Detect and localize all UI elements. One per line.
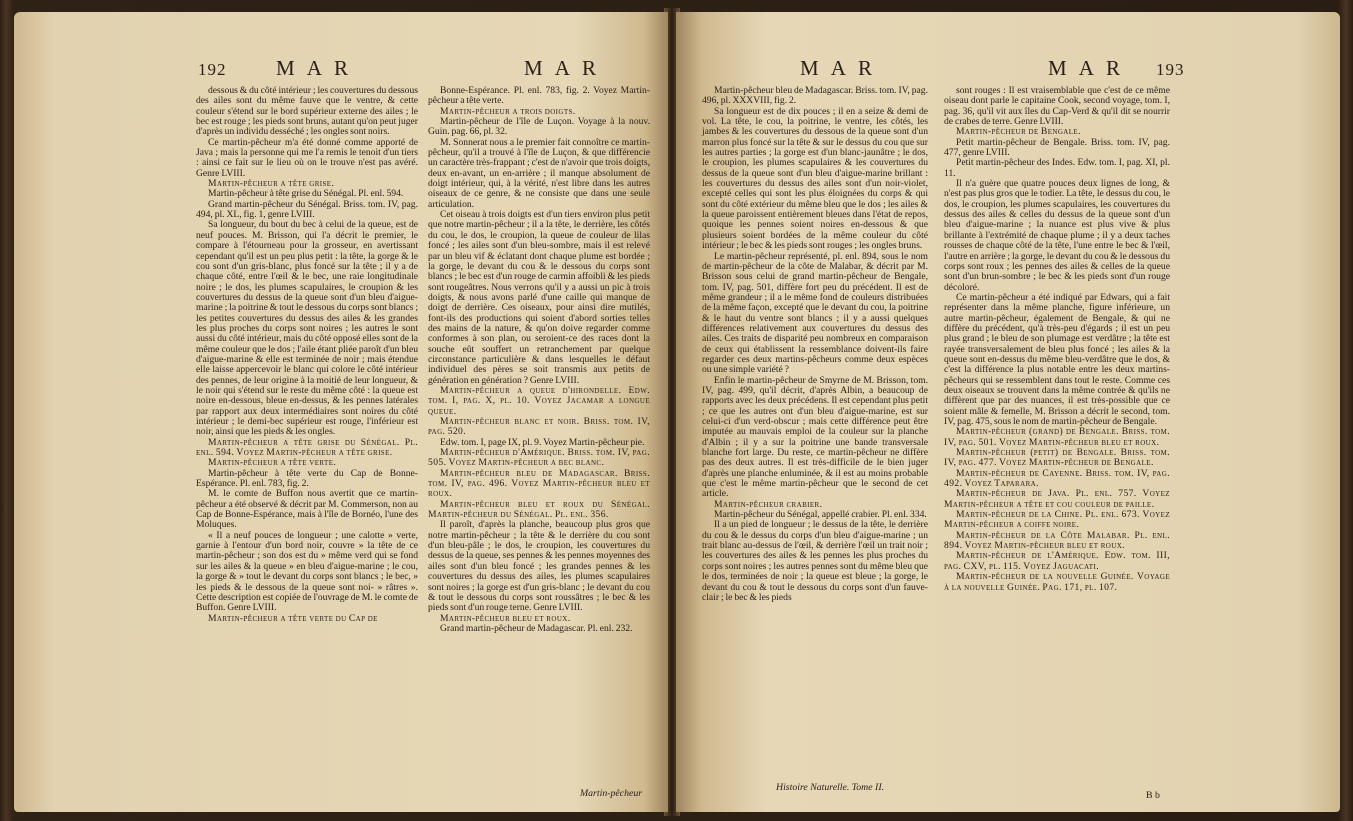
paragraph: Martin-pêcheur bleu et roux du Sénégal. Martin-pêcheur du Sénégal. Pl. enl. 356. — [428, 498, 650, 521]
paragraph: Martin-pêcheur à tête grise du Sénégal. Pl. enl. 594. — [208, 188, 404, 200]
left-header-word: M A R — [276, 56, 353, 80]
paragraph: Cet oiseau à trois doigts est d'un tiers environ plus petit que notre martin-pêcheur ; il a la tête, le derrière, les côtés du cou, le dos, le croupion, la queue de couleur de lilas foncé ; les ailes sont d'un bleu-sombre, mais il est relevé par un bleu vif & éclatant dont chaque plume est bordée ; la gorge, le devant du cou & le dessous du corps sont blancs ; le bec est d'un rouge de carmin affoibli & les pieds sont rougeâtres. Nous verrons qu'il y a aussi un pic à trois doigts, & nous avons parlé d'une caille qui manque de doigt de derrière. Ces oiseaux, pour ainsi dire mutilés, font-ils des productions qui soient d'abord sorties telles des mains de la nature, & qu'on doive regarder comme conformes à son plan, ou seroient-ce des races dont la souche eût souffert un retranchement par quelque circonstance particulière & dans lesquelles le défaut individuel des pères se soit transmis aux petits de génération en génération ? Genre LVIII. — [428, 209, 650, 386]
right-column-1 — [702, 86, 928, 776]
left-page-header — [14, 56, 668, 84]
left-catchword: Martin-pêcheur — [580, 788, 643, 799]
paragraph: Il paroît, d'après la planche, beaucoup plus gros que notre martin-pêcheur ; la tête & le derrière du cou sont d'un bleu-pâle ; le dos, le croupion, les couvertures du dessus de la queue, ses pennes & les pennes moyennes des ailes sont d'un bleu foncé ; les grandes pennes & les couvertures du dessus des ailes, les plumes scapulaires sont noires ; la gorge est d'un gris-blanc ; le devant du cou & tout le dessous du corps sont roussâtres ; le bec & les pieds sont d'un rouge terne. Genre LVIII. — [428, 519, 650, 614]
left-column-1 — [196, 86, 418, 798]
right-header-word: M A R — [1048, 56, 1125, 80]
paragraph: Le martin-pêcheur représenté, pl. enl. 894, sous le nom de martin-pêcheur de la côte de Malabar, & décrit par M. Brisson sous celui de grand martin-pêcheur de Bengale, tom. IV, pag. 501, diffère fort peu du précédent. Il est de même grandeur ; il a le même fond de couleurs distribuées de la même façon, excepté que le devant du cou, la poitrine & le haut du ventre sont blancs ; il y a aussi quelques différences relativement aux couvertures du dessus des ailes. Ces traits de disparité peu nombreux en comparaison de ceux qui établissent la ressemblance doivent-ils faire regarder ces deux martins-pêcheurs comme deux espèces ou une simple variété ? — [702, 250, 928, 376]
paragraph: dessous & du côté intérieur ; les couvertures du dessous des ailes sont du même fauve que le ventre, & cette couleur s'étend sur le bord supérieur externe des ailes ; le bec est rouge ; les pieds sont bruns, autant qu'on peut juger d'après un individu desséché ; les ongles sont noirs. — [196, 85, 418, 138]
paragraph: Il a un pied de longueur ; le dessus de la tête, le derrière du cou & le dessus du corps d'un bleu d'aigue-marine ; un trait blanc au-dessus de l'œil, & derrière l'œil un trait noir ; les couvertures des ailes & les pennes les plus proches du corps sont noires ; les autres pennes sont du même bleu que le dos, terminées de noir ; la queue est bleue ; la gorge, le devant du cou & tout le dessous du corps sont d'un fauve-clair ; le bec & les pieds — [702, 519, 928, 603]
paragraph: Martin-pêcheur a trois doigts. — [440, 105, 576, 117]
paragraph: Martin-pêcheur crabier. — [714, 498, 823, 510]
paragraph: Martin-pêcheur de la Côte Malabar. Pl. enl. 894. Voyez Martin-pêcheur bleu et roux. — [944, 529, 1170, 552]
paragraph: Martin-pêcheur a queue d'hirondelle. Edw. tom. I, pag. X, pl. 10. Voyez Jacamar a longue queue. — [428, 384, 650, 417]
paragraph: Martin-pêcheur (petit) de Bengale. Briss. tom. IV, pag. 477. Voyez Martin-pêcheur de Bengale. — [944, 447, 1170, 469]
paragraph: Enfin le martin-pêcheur de Smyrne de M. Brisson, tom. IV, pag. 499, qu'il décrit, d'après Albin, a beaucoup de rapports avec les deux précédens. Il est cependant plus petit ; ce que les autres ont d'un bleu d'aigue-marine, est sur celui-ci d'un verd-obscur ; mais cette différence peut être imputée au mauvais emploi de la couleur sur la planche d'Albin ; il y a sur la poitrine une bande transversale blanche fort large. Du reste, ce martin-pêcheur ne diffère pas des deux autres. Il est très-difficile de le bien juger d'après une planche enluminée, & il est au moins probable que c'est le même martin-pêcheur que le second de cet article. — [702, 374, 928, 500]
paragraph: M. le comte de Buffon nous avertit que ce martin-pêcheur a été observé & décrit par M. Commerson, non au Cap de Bonne-Espérance, mais à l'île de Bornéo, l'une des Moluques. — [196, 488, 418, 531]
signature-mark: B b — [1146, 790, 1160, 801]
paragraph: Martin-pêcheur bleu et roux. — [440, 612, 571, 624]
left-page — [14, 12, 668, 812]
paragraph: Martin-pêcheur blanc et noir. Briss. tom. IV, pag. 520. — [428, 416, 650, 438]
paragraph: Il n'a guère que quatre pouces deux lignes de long, & n'est pas plus gros que le todier. La tête, le dessus du cou, le dos, le croupion, les plumes scapulaires, les couvertures du dessus des ailes & celles du dessus de la queue sont d'un bleu d'aigue-marine ; la nuance est plus vive & plus brillante à l'extrémité de chaque plume ; il y a deux taches rousses de chaque côté de la tête, l'une entre le bec & l'œil, l'autre en arrière ; la gorge, le devant du cou & le dessous du corps sont roux ; les pennes des ailes & celles de la queue sont d'un brun-sombre ; le bec & les pieds sont d'un rouge décoloré. — [944, 178, 1170, 293]
paragraph: Martin-pêcheur a tête verte du Cap de — [208, 612, 378, 624]
paragraph: Martin-pêcheur bleu de Madagascar. Briss. tom. IV, pag. 496. Voyez Martin-pêcheur bleu et roux. — [428, 467, 650, 500]
footer-title: Histoire Naturelle. Tome II. — [776, 782, 885, 793]
paragraph: Bonne-Espérance. Pl. enl. 783, fig. 2. Voyez Martin-pêcheur a tête verte. — [428, 85, 650, 107]
paragraph: M. Sonnerat nous a le premier fait connoître ce martin-pêcheur, qu'il a trouvé à l'île de Luçon, & que différencie un caractère très-frappant ; c'est de n'avoir que trois doigts, deux en-avant, un en-arrière ; il manque absolument de doigt intérieur, qui, à la vérité, n'est libre dans les autres oiseaux de ce genre, & ne consiste que dans une seule articulation. — [428, 136, 650, 210]
paragraph: Martin-pêcheur de l'Amérique. Edw. tom. III, pag. CXV, pl. 115. Voyez Jaguacati. — [944, 550, 1170, 572]
paragraph: Martin-pêcheur de Java. Pl. enl. 757. Voyez Martin-pêcheur a tête et cou couleur de paille. — [944, 488, 1170, 510]
right-header-word-col1: M A R — [800, 56, 877, 80]
paragraph: Martin-pêcheur d'Amérique. Briss. tom. IV, pag. 505. Voyez Martin-pêcheur a bec blanc. — [428, 447, 650, 469]
right-page-header — [676, 56, 1340, 84]
paragraph: Sa longueur est de dix pouces ; il en a seize & demi de vol. La tête, le cou, la poitrine, le ventre, les côtés, les jambes & les couvertures du dessous de la queue sont d'un marron plus foncé sur la tête & sur le dessus du cou que sur les autres parties ; la gorge est d'un blanc-jaunâtre ; le dos, le croupion, les plumes scapulaires & les couvertures du dessus de la queue sont d'un bleu d'aigue-marine brillant : les couvertures du dessus des ailes sont d'un noir-violet, excepté celles qui sont les plus éloignées du corps & qui sont du côté extérieur du même bleu que le dos ; les ailes & la queue paroissent entièrement bleues dans l'état de repos, quoique les pennes soient noires en-dessous & que plusieurs soient bordées de la même couleur du côté intérieur ; le bec & les pieds sont rouges ; les ongles bruns. — [702, 105, 928, 252]
paragraph: Martin-pêcheur de Bengale. — [956, 126, 1081, 138]
right-page-number: 193 — [1156, 60, 1185, 79]
paragraph: Grand martin-pêcheur de Madagascar. Pl. enl. 232. — [440, 622, 633, 634]
right-column-2 — [944, 86, 1170, 786]
left-page-number: 192 — [198, 60, 227, 79]
paragraph: Ce martin-pêcheur a été indiqué par Edwars, qui a fait représenter dans la même planche, figure inférieure, un autre martin-pêcheur, également de Bengale, & qui ne diffère du précédent, qu'à très-peu d'égards ; il est un peu plus grand ; le bleu de son plumage est verdâtre ; la tête est rayée transversalement de bleu plus foncé ; les ailes & la queue sont en-dessus du même bleu-verdâtre que le dos, & c'est la différence la plus notable entre les deux martins-pêcheurs qui se ressemblent dans tout le reste. Comme ces deux oiseaux se trouvent dans la même contrée & qu'ils ne diffèrent que par des nuances, il est très-possible que ce soient mâle & femelle, M. Brisson a décrit le second, tom. IV, pag. 475, sous le nom de martin-pêcheur de Bengale. — [944, 291, 1170, 427]
right-page — [676, 12, 1340, 812]
paragraph: Martin-pêcheur de l'île de Luçon. Voyage à la nouv. Guin. pag. 66, pl. 32. — [428, 116, 650, 138]
paragraph: Petit martin-pêcheur de Bengale. Briss. tom. IV, pag. 477, genre LVIII. — [944, 136, 1170, 159]
paragraph: Martin-pêcheur (grand) de Bengale. Briss. tom. IV, pag. 501. Voyez Martin-pêcheur bleu et roux. — [944, 426, 1170, 448]
paragraph: Martin-pêcheur a tête verte. — [208, 457, 337, 469]
left-column-2 — [428, 86, 650, 786]
paragraph: Sa longueur, du bout du bec à celui de la queue, est de neuf pouces. M. Brisson, qui l'a décrit le premier, le compare à l'étourneau pour la grosseur, en avertissant cependant qu'il est un peu plus petit : la tête, la gorge & le cou sont d'un gris-blanc, plus foncé sur la tête ; il y a de chaque côté, entre l'œil & le bec, une raie longitudinale noire ; le dos, les plumes scapulaires, le croupion & les couvertures du dessus de la queue sont d'un bleu d'aigue-marine ; la poitrine & tout le dessous du corps sont blancs ; les petites couvertures du dessus des ailes & les grandes les plus proches du corps sont noires ; les autres le sont aussi du côté intérieur, mais du côté opposé elles sont de la même couleur que le dos ; l'aile étant pliée paroît d'un bleu d'aigue-marine & elle est terminée de noir ; mais étendue elle laisse appercevoir le blanc qui colore le côté intérieur des pennes, de leur origine à la moitié de leur longueur, & le noir qui s'étend sur le reste du même côté : la queue est noire en-dessous, bleue en-dessus, & les pennes latérales par rapport aux deux intermédiaires sont noires du côté intérieur ; le demi-bec supérieur est rouge, l'inférieur est noir, ainsi que les pieds & les ongles. — [196, 219, 418, 438]
paragraph: Grand martin-pêcheur du Sénégal. Briss. tom. IV, pag. 494, pl. XL, fig. 1, genre LVIII. — [196, 198, 418, 221]
paragraph: « Il a neuf pouces de longueur ; une calotte » verte, garnie à l'entour d'un bord noir, couvre » la tête de ce martin-pêcheur ; son dos est du » même verd qui se fond sur les ailes & la queue » en bleu d'aigue-marine ; le cou, la gorge & » tout le devant du corps sont blancs ; le bec, » les pieds & le dessous de la queue sont noi- » râtres ». Cette description est copiée de l'ouvrage de M. le comte de Buffon. Genre LVIII. — [196, 529, 418, 614]
paragraph: Martin-pêcheur bleu de Madagascar. Briss. tom. IV, pag. 496, pl. XXXVIII, fig. 2. — [702, 85, 928, 107]
paragraph: Martin-pêcheur à tête verte du Cap de Bonne-Espérance. Pl. enl. 783, fig. 2. — [196, 467, 418, 490]
paragraph: Martin-pêcheur de Cayenne. Briss. tom. IV, pag. 492. Voyez Taparara. — [944, 467, 1170, 490]
paragraph: Martin-pêcheur du Sénégal, appellé crabier. Pl. enl. 334. — [714, 509, 927, 521]
left-header-word-col2: M A R — [524, 56, 601, 80]
paragraph: Ce martin-pêcheur m'a été donné comme apporté de Java ; mais la personne qui me l'a remis le tenoit d'un tiers : ainsi ce fait sur le lieu où on le trouve n'est pas avéré. Genre LVIII. — [196, 136, 418, 179]
paragraph: Petit martin-pêcheur des Indes. Edw. tom. I, pag. XI, pl. 11. — [944, 157, 1170, 179]
paragraph: Edw. tom. I, page IX, pl. 9. Voyez Martin-pêcheur pie. — [440, 436, 645, 448]
paragraph: Martin-pêcheur de la nouvelle Guinée. Voyage à la nouvelle Guinée. Pag. 171, pl. 107. — [944, 571, 1170, 593]
paragraph: Martin-pêcheur a tête grise du Sénégal. Pl. enl. 594. Voyez Martin-pêcheur a tête grise. — [196, 436, 418, 459]
paragraph: sont rouges : Il est vraisemblable que c'est de ce même oiseau dont parle le capitaine Cook, second voyage, tom. I, pag. 36, qu'il vit aux îles du Cap-Verd & qu'il dit se nourrir de crabes de terre. Genre LVIII. — [944, 85, 1170, 128]
paragraph: Martin-pêcheur de la Chine. Pl. enl. 673. Voyez Martin-pêcheur a coiffe noire. — [944, 509, 1170, 531]
paragraph: Martin-pêcheur a tête grise. — [208, 178, 335, 190]
